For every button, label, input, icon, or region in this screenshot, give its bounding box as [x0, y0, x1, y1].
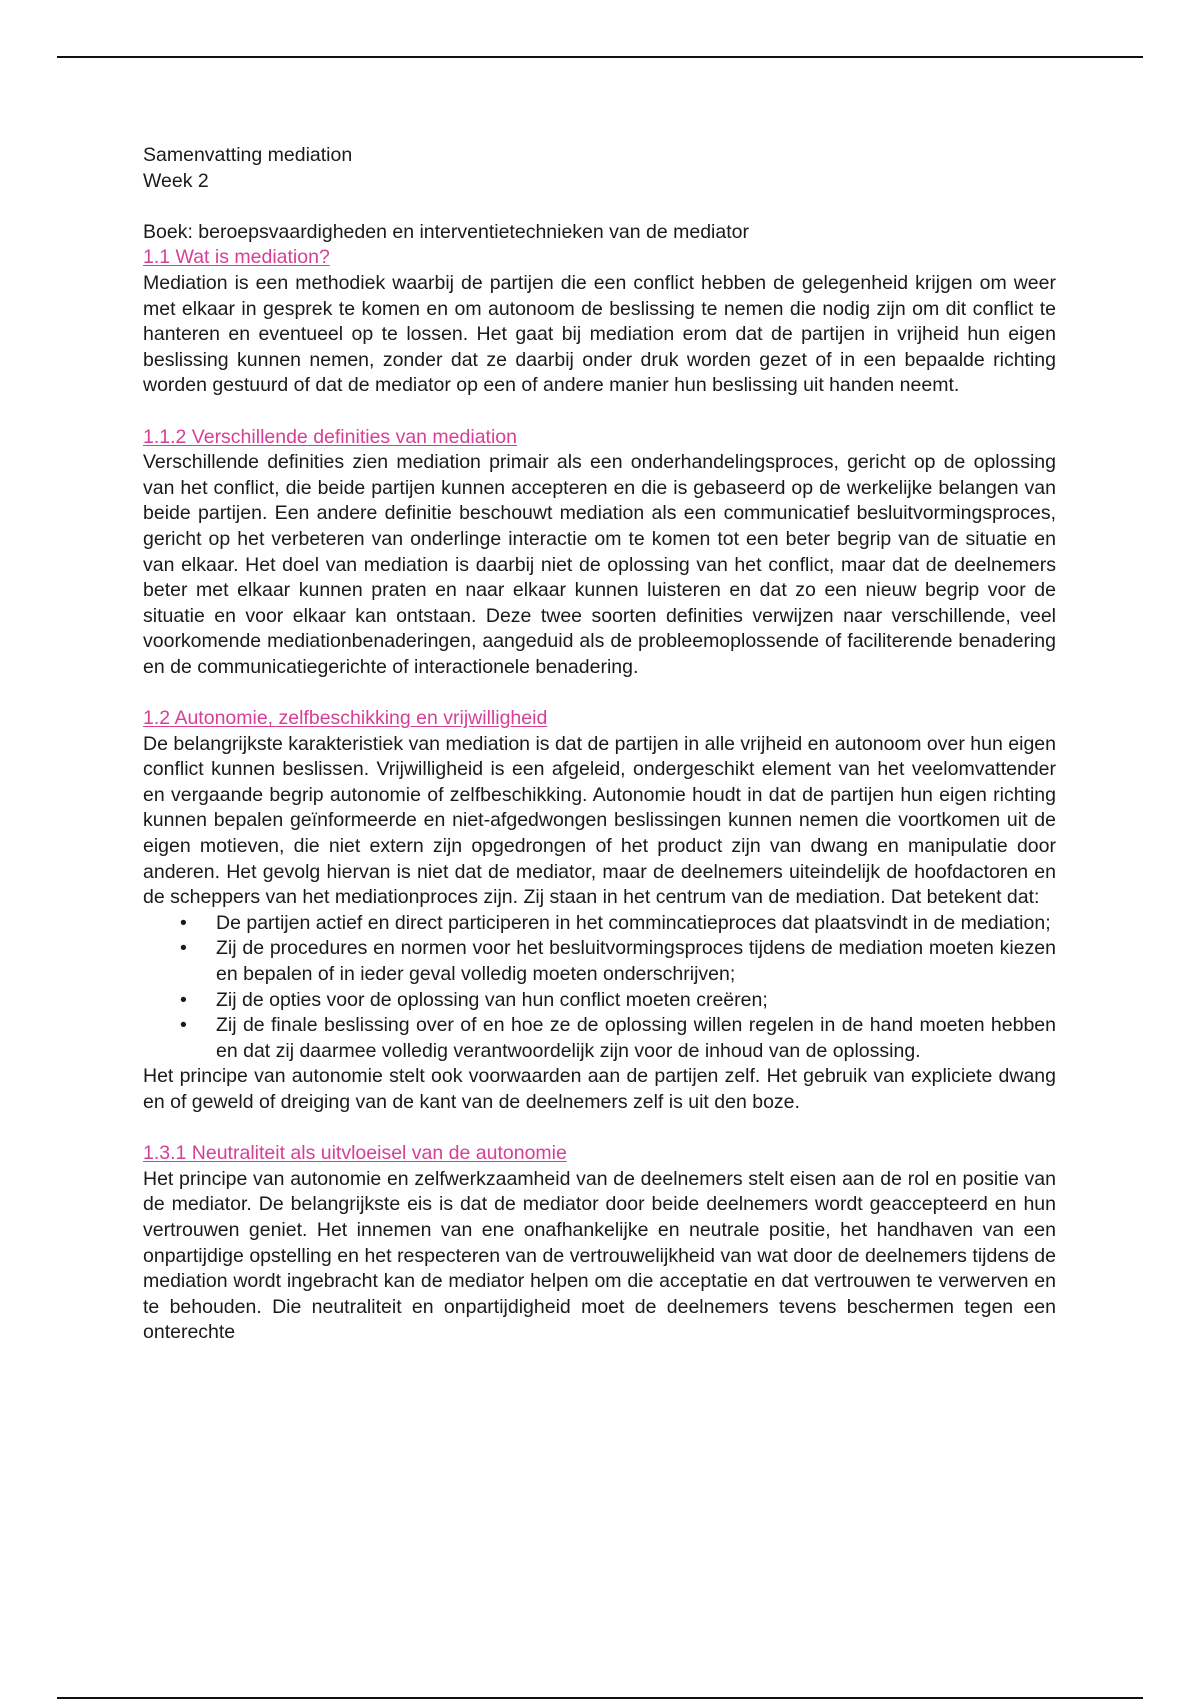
- bullet-dot-icon: •: [180, 1014, 187, 1037]
- section-verschillende-definities: [143, 425, 1056, 681]
- section-heading: 1.3.1 Neutraliteit als uitvloeisel van de autonomie: [143, 1142, 567, 1165]
- section-paragraph: Het principe van autonomie en zelfwerkzaamheid van de deelnemers stelt eisen aan de rol en positie van de mediator. De belangrijkste eis is dat de mediator door beide deelnemers wordt geaccepteerd en hun vertrouwen geniet. Het innemen van ene onafhankelijke en neutrale positie, het handhaven van een onpartijdige opstelling en het respecteren van de vertrouwelijkheid van wat door de deelnemers tijdens de mediation wordt ingebracht kan de mediator helpen om die acceptatie en dat vertrouwen te verwerven en te behouden. Die neutraliteit en onpartijdigheid moet de deelnemers tevens beschermen tegen een onterechte: [143, 1167, 1056, 1344]
- section-heading: 1.2 Autonomie, zelfbeschikking en vrijwilligheid: [143, 707, 548, 730]
- section-paragraph: Verschillende definities zien mediation primair als een onderhandelingsproces, gericht op de oplossing van het conflict, die beide partijen kunnen accepteren en die is gebaseerd op de werkelijke belangen van beide partijen. Een andere definitie beschouwt mediation als een communicatief besluitvormingsproces, gericht op het verbeteren van onderlinge interactie om te komen tot een beter begrip van de situatie en van elkaar. Het doel van mediation is daarbij niet de oplossing van het conflict, maar dat de deelnemers beter met elkaar kunnen praten en naar elkaar kunnen luisteren en dat zo een nieuw begrip voor de situatie en voor elkaar kan ontstaan. Deze twee soorten definities verwijzen naar verschillende, veel voorkomende mediationbenaderingen, aangeduid als de probleemoplossende of faciliterende benadering en de communicatiegerichte of interactionele benadering.: [143, 451, 1056, 678]
- bullet-text: Zij de opties voor de oplossing van hun conflict moeten creëren;: [216, 988, 768, 1011]
- bullet-item: [143, 1013, 1056, 1064]
- book-reference: Boek: beroepsvaardigheden en interventietechnieken van de mediator: [143, 220, 749, 243]
- section-neutraliteit: [143, 1141, 1056, 1346]
- bullet-text: Zij de finale beslissing over of en hoe ze de oplossing willen regelen in de hand moeten hebben en dat zij daarmee volledig verantwoordelijk zijn voor de inhoud van de oplossing.: [216, 1014, 1056, 1062]
- section-paragraph-after: Het principe van autonomie stelt ook voorwaarden aan de partijen zelf. Het gebruik van expliciete dwang en of geweld of dreiging van de kant van de deelnemers zelf is uit den boze.: [143, 1065, 1056, 1113]
- section-autonomie: [143, 706, 1056, 1116]
- section-wat-is-mediation: [143, 245, 1056, 399]
- bullet-dot-icon: •: [180, 988, 187, 1011]
- bullet-text: Zij de procedures en normen voor het besluitvormingsproces tijdens de mediation moeten kiezen en bepalen of in ieder geval volledig moeten onderschrijven;: [216, 937, 1056, 985]
- bullet-item: [143, 911, 1056, 937]
- document-title: Samenvatting mediation: [143, 144, 353, 166]
- bullet-item: [143, 936, 1056, 987]
- bullet-list: [143, 911, 1056, 1065]
- section-heading: 1.1.2 Verschillende definities van mediation: [143, 425, 517, 448]
- document-week: Week 2: [143, 169, 209, 192]
- document-body: [143, 143, 1056, 1346]
- bullet-item: [143, 988, 1056, 1014]
- section-paragraph: De belangrijkste karakteristiek van mediation is dat de partijen in alle vrijheid en autonoom over hun eigen conflict kunnen beslissen. Vrijwilligheid is een afgeleid, ondergeschikt element van het veelomvattender en vergaande begrip autonomie of zelfbeschikking. Autonomie houdt in dat de partijen hun eigen richting kunnen bepalen geïnformeerde en niet-afgedwongen beslissingen kunnen nemen die voortkomen uit de eigen motieven, die niet extern zijn opgedrongen of het product zijn van dwang en manipulatie door anderen. Het gevolg hiervan is niet dat de mediator, maar de deelnemers uiteindelijk de hoofdactoren en de scheppers van het mediationproces zijn. Zij staan in het centrum van de mediation. Dat betekent dat:: [143, 732, 1056, 909]
- top-rule: [57, 56, 1143, 58]
- bullet-dot-icon: •: [180, 911, 187, 934]
- title-block: [143, 143, 1056, 194]
- bullet-dot-icon: •: [180, 937, 187, 960]
- section-heading: 1.1 Wat is mediation?: [143, 246, 330, 269]
- bottom-rule: [57, 1697, 1143, 1699]
- bullet-text: De partijen actief en direct participeren in het commincatieproces dat plaatsvindt in de mediation;: [216, 911, 1051, 934]
- section-paragraph: Mediation is een methodiek waarbij de partijen die een conflict hebben de gelegenheid krijgen om weer met elkaar in gesprek te komen en om autonoom de beslissing te nemen die nodig zijn om dit conflict te hanteren en eventueel op te lossen. Het gaat bij mediation erom dat de partijen in vrijheid hun eigen beslissing kunnen nemen, zonder dat ze daarbij onder druk worden gezet of in een bepaalde richting worden gestuurd of dat de mediator op een of andere manier hun beslissing uit handen neemt.: [143, 271, 1056, 397]
